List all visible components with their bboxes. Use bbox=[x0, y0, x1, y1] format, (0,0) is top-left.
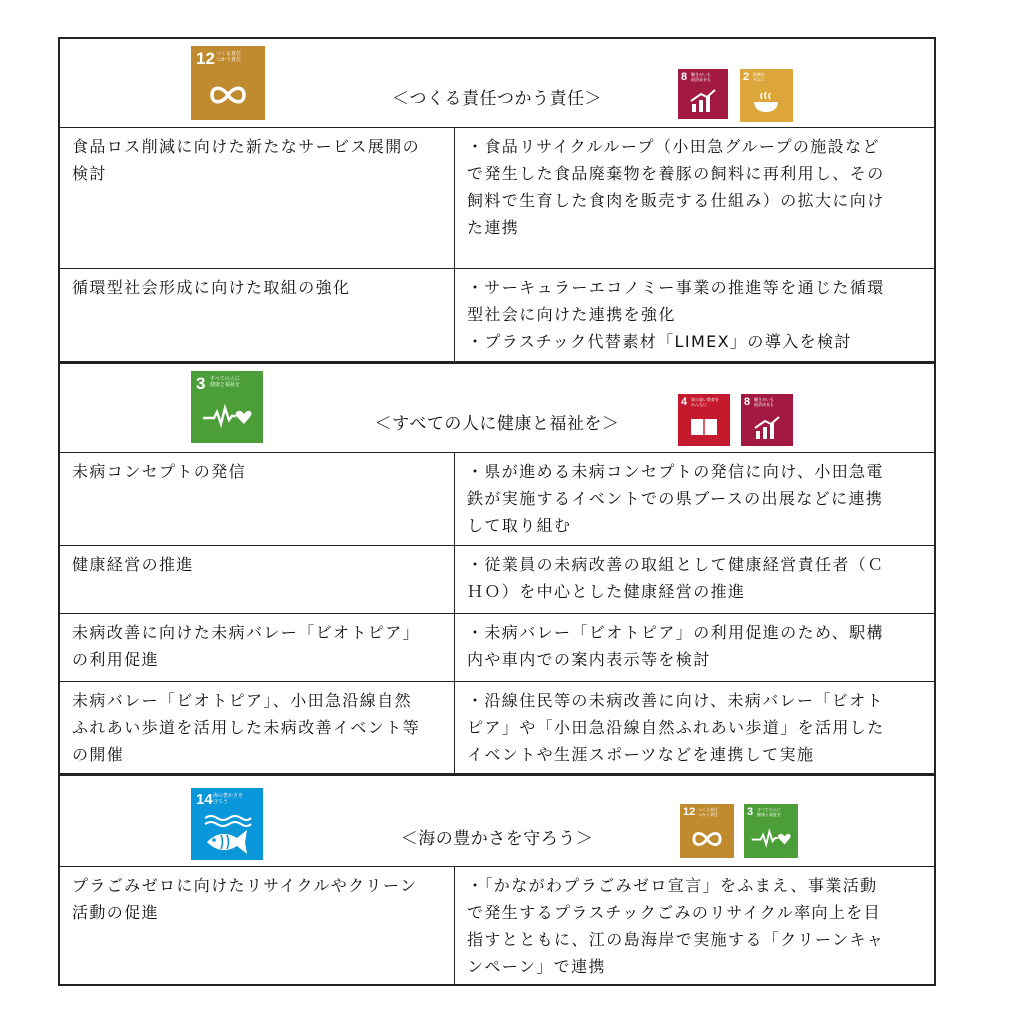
sdg-caption: 飢餓を ゼロに bbox=[753, 72, 765, 82]
text-line: 鉄が実施するイベントでの県ブースの出展などに連携 bbox=[467, 489, 884, 508]
text-line: プラごみゼロに向けたリサイクルやクリーン bbox=[72, 876, 418, 895]
table-row bbox=[59, 614, 935, 682]
section-table bbox=[58, 127, 936, 362]
section-table bbox=[58, 866, 936, 986]
section-title: ＜海の豊かさを守ろう＞ bbox=[400, 829, 594, 849]
sdg-caption: 海の豊かさを 守ろう bbox=[213, 793, 244, 805]
sdg-caption: 働きがいも 経済成長も bbox=[691, 72, 711, 82]
text-line: ・サーキュラーエコノミー事業の推進等を通じた循環 bbox=[467, 278, 885, 297]
sdg-number: 12 bbox=[683, 806, 696, 818]
text-line: 未病改善に向けた未病バレー「ビオトピア」 bbox=[72, 623, 421, 642]
sdg-caption: つくる責任 つかう責任 bbox=[216, 51, 242, 63]
text-line: の利用促進 bbox=[72, 650, 160, 669]
text-line: 検討 bbox=[72, 164, 107, 183]
text-line: 食品ロス削減に向けた新たなサービス展開の bbox=[72, 137, 421, 156]
sdg-caption: 質の高い教育を みんなに bbox=[691, 397, 719, 407]
text-line: 未病バレー「ビオトピア」、小田急沿線自然 bbox=[72, 691, 413, 710]
text-line: 活動の促進 bbox=[72, 903, 160, 922]
section-title: ＜つくる責任つかう責任＞ bbox=[392, 89, 602, 109]
section-header-good-health bbox=[58, 362, 936, 452]
text-line: ・「かながわプラごみゼロ宣言」をふまえ、事業活動 bbox=[467, 876, 878, 895]
text-line: 循環型社会形成に向けた取組の強化 bbox=[72, 278, 351, 297]
detail-cell bbox=[455, 453, 936, 546]
detail-cell bbox=[455, 546, 936, 614]
sdg-number: 3 bbox=[747, 806, 754, 818]
sdg8-side-tile bbox=[741, 394, 793, 446]
sdg-number: 8 bbox=[681, 71, 688, 83]
sdg-caption: すべての人に 健康と福祉を bbox=[210, 376, 241, 388]
detail-cell bbox=[455, 867, 936, 985]
sdg-number: 4 bbox=[681, 396, 688, 408]
table-row bbox=[59, 453, 935, 546]
sdg-number: 14 bbox=[196, 791, 213, 808]
sdg-number: 8 bbox=[744, 396, 751, 408]
section-header-life-below-water bbox=[58, 774, 936, 866]
section-title: ＜すべての人に健康と福祉を＞ bbox=[374, 414, 620, 434]
text-line: の開催 bbox=[72, 745, 125, 764]
text-line: ・食品リサイクルループ（小田急グループの施設など bbox=[467, 137, 880, 156]
sdg12-side-tile bbox=[680, 804, 734, 858]
text-line: ・未病バレー「ビオトピア」の利用促進のため、駅構 bbox=[467, 623, 884, 642]
sdg-caption: すべての人に 健康と福祉を bbox=[757, 807, 781, 817]
text-line: 健康経営の推進 bbox=[72, 555, 194, 574]
growth-chart-icon bbox=[689, 89, 717, 113]
book-icon bbox=[689, 416, 719, 438]
sdg-number: 2 bbox=[743, 71, 750, 83]
sdg-caption: つくる責任 つかう責任 bbox=[698, 807, 718, 817]
measure-cell bbox=[59, 546, 455, 614]
table-row bbox=[59, 269, 935, 362]
measure-cell bbox=[59, 867, 455, 985]
section-table bbox=[58, 452, 936, 774]
measure-cell bbox=[59, 269, 455, 362]
detail-cell bbox=[455, 614, 936, 682]
text-line: 型社会に向けた連携を強化 bbox=[467, 305, 676, 324]
text-line: 未病コンセプトの発信 bbox=[72, 462, 247, 481]
sdg3-side-tile bbox=[744, 804, 798, 858]
infinity-icon bbox=[690, 830, 724, 848]
measure-cell bbox=[59, 128, 455, 269]
measure-cell bbox=[59, 614, 455, 682]
detail-cell bbox=[455, 128, 936, 269]
sdg-number: 3 bbox=[196, 374, 206, 393]
text-line: ンペーン」で連携 bbox=[467, 957, 606, 976]
sdg-partnership-document bbox=[58, 37, 936, 986]
measure-cell bbox=[59, 682, 455, 774]
sdg-caption: 働きがいも 経済成長も bbox=[754, 397, 774, 407]
text-line: ふれあい歩道を活用した未病改善イベント等 bbox=[72, 718, 421, 737]
text-line: して取り組む bbox=[467, 516, 572, 535]
text-line: ピア」や「小田急沿線自然ふれあい歩道」を活用した bbox=[467, 718, 885, 737]
text-line: ・県が進める未病コンセプトの発信に向け、小田急電 bbox=[467, 462, 884, 481]
text-line: 内や車内での案内表示等を検討 bbox=[467, 650, 711, 669]
food-bowl-icon bbox=[751, 91, 781, 115]
sdg-number: 12 bbox=[196, 49, 215, 68]
table-row bbox=[59, 128, 935, 269]
text-line: 指すとともに、江の島海岸で実施する「クリーンキャ bbox=[467, 930, 885, 949]
detail-cell bbox=[455, 269, 936, 362]
text-line: ・従業員の未病改善の取組として健康経営責任者（Ｃ bbox=[467, 555, 885, 574]
sdg8-side-tile bbox=[678, 69, 728, 119]
text-line: イベントや生涯スポーツなどを連携して実施 bbox=[467, 745, 815, 764]
text-line: ・沿線住民等の未病改善に向け、未病バレー「ビオト bbox=[467, 691, 884, 710]
text-line: ・プラスチック代替素材「LIMEX」の導入を検討 bbox=[467, 332, 852, 351]
measure-cell bbox=[59, 453, 455, 546]
sdg2-side-tile bbox=[740, 69, 793, 122]
text-line: で発生した食品廃棄物を養豚の飼料に再利用し、その bbox=[467, 164, 885, 183]
text-line: ＨＯ）を中心とした健康経営の推進 bbox=[467, 582, 746, 601]
heartbeat-icon bbox=[751, 828, 791, 848]
text-line: た連携 bbox=[467, 218, 520, 237]
table-row bbox=[59, 682, 935, 774]
text-line: 飼料で生育した食肉を販売する仕組み）の拡大に向け bbox=[467, 191, 885, 210]
detail-cell bbox=[455, 682, 936, 774]
text-line: で発生するプラスチックごみのリサイクル率向上を目 bbox=[467, 903, 882, 922]
section-header-responsible-consumption bbox=[58, 37, 936, 127]
growth-chart-icon bbox=[753, 416, 781, 440]
table-row bbox=[59, 867, 935, 985]
table-row bbox=[59, 546, 935, 614]
sdg4-side-tile bbox=[678, 394, 730, 446]
